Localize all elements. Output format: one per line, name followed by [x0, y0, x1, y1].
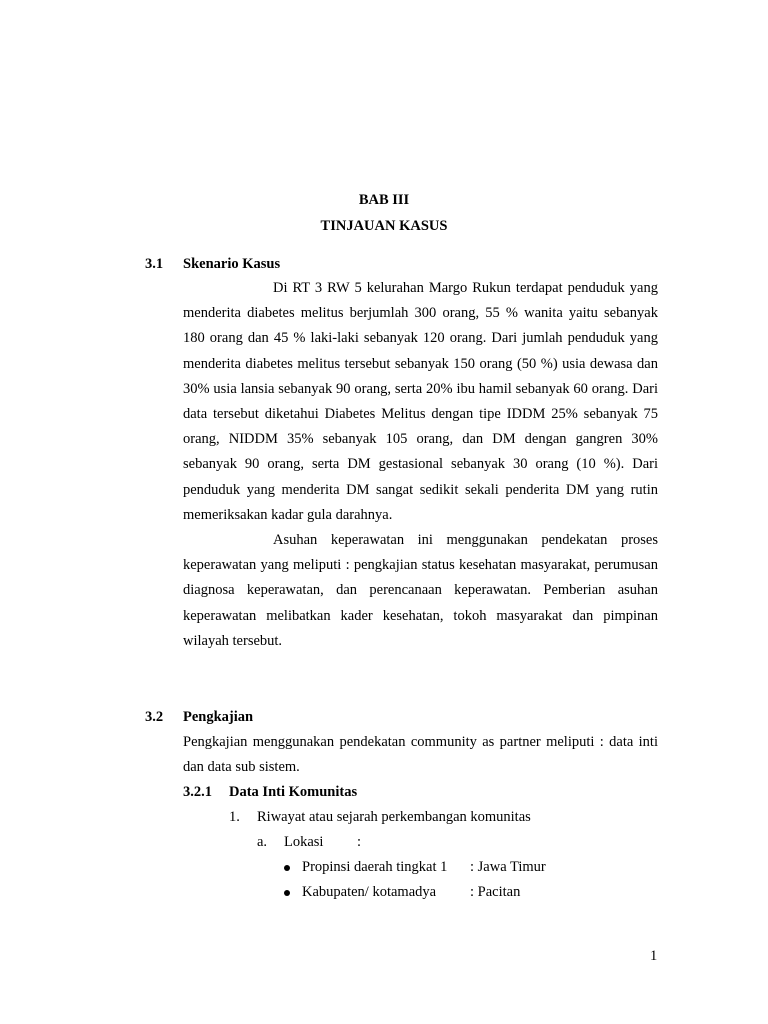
bullet-value-province: : Jawa Timur	[470, 859, 546, 875]
page-number: 1	[650, 948, 658, 964]
section-3-1-heading: Skenario Kasus	[183, 256, 281, 272]
section-3-2-number: 3.2	[145, 709, 164, 725]
subsection-heading: Data Inti Komunitas	[229, 784, 358, 800]
section-3-2-heading: Pengkajian	[183, 709, 254, 725]
section-3-2-intro	[183, 730, 658, 780]
bullet-icon	[284, 890, 290, 896]
list-item-text: Riwayat atau sejarah perkembangan komunitas	[257, 809, 531, 825]
subsection-number: 3.2.1	[183, 784, 212, 800]
bullet-value-regency: : Pacitan	[470, 884, 521, 900]
chapter-title: TINJAUAN KASUS	[320, 218, 448, 234]
sublist-label: Lokasi	[284, 834, 324, 850]
section-3-1-number: 3.1	[145, 256, 164, 272]
bullet-marker	[284, 859, 290, 876]
bullet-marker	[284, 884, 290, 901]
assessment-intro-paragraph: Pengkajian menggunakan pendekatan community as partner meliputi : data inti dan data sub sistem.	[183, 734, 658, 776]
sublist-colon: :	[357, 834, 362, 850]
bullet-label-regency: Kabupaten/ kotamadya	[302, 884, 437, 900]
section-3-1-body	[183, 276, 658, 654]
approach-paragraph: Asuhan keperawatan ini menggunakan pendekatan proses keperawatan yang meliputi : pengkajian status kesehatan masyarakat, perumusan diagnosa keperawatan, dan perencanaan keperawatan. Pemberian asuhan keperawatan melibatkan kader kesehatan, tokoh masyarakat dan pimpinan wilayah tersebut.	[183, 532, 658, 649]
bullet-icon	[284, 865, 290, 871]
scenario-paragraph: Di RT 3 RW 5 kelurahan Margo Rukun terdapat penduduk yang menderita diabetes melitus berjumlah 300 orang, 55 % wanita yaitu sebanyak 180 orang dan 45 % laki-laki sebanyak 120 orang. Dari jumlah penduduk yang menderita diabetes melitus tersebut sebanyak 150 orang (50 %) usia dewasa dan 30% usia lansia sebanyak 90 orang, serta 20% ibu hamil sebanyak 60 orang. Dari data tersebut diketahui Diabetes Melitus dengan tipe IDDM 25% sebanyak 75 orang, NIDDM 35% sebanyak 105 orang, dan DM dengan gangren 30% sebanyak 90 orang, serta DM gestasional sebanyak 30 orang (10 %). Dari penduduk yang menderita DM sangat sedikit sekali penderita DM yang rutin memeriksakan kadar gula darahnya.	[183, 280, 658, 523]
chapter-label: BAB III	[358, 192, 410, 208]
list-item-number: 1.	[229, 809, 240, 825]
bullet-label-province: Propinsi daerah tingkat 1	[302, 859, 448, 875]
sublist-letter: a.	[257, 834, 268, 850]
